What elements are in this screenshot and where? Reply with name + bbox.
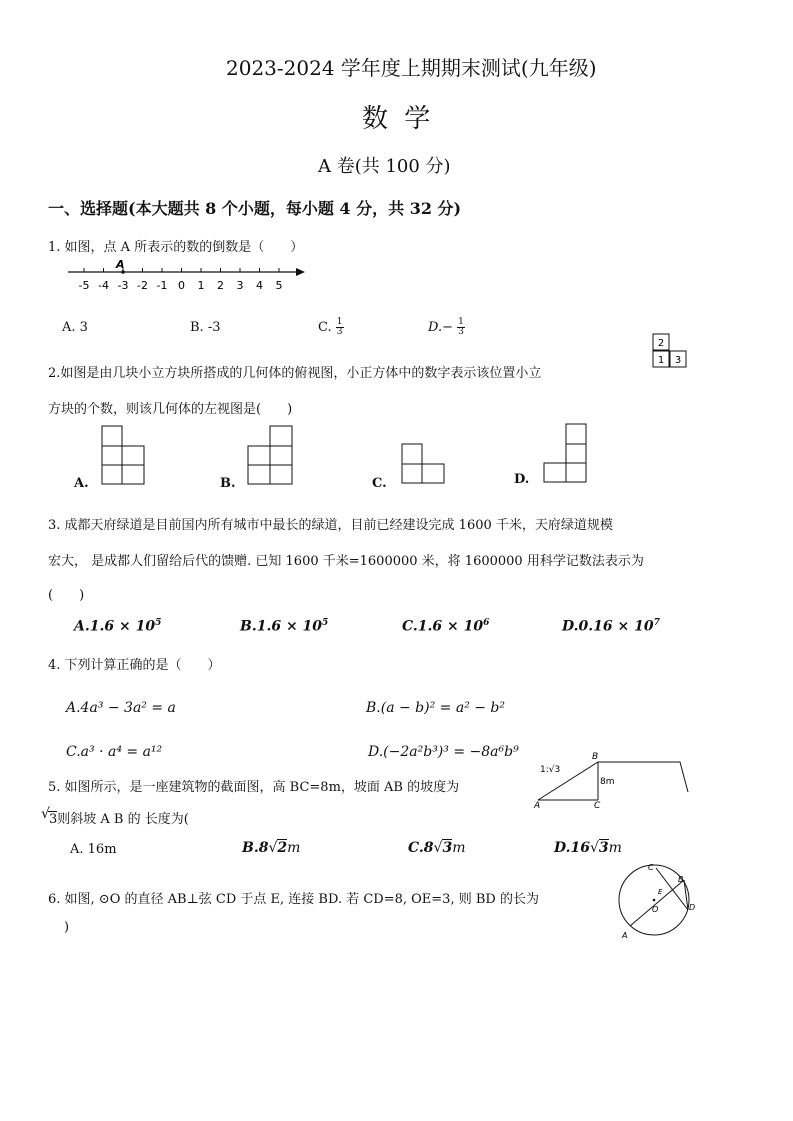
option-text: B.1.6 × 10 [240, 618, 323, 635]
q1-option-c-prefix: C. [318, 320, 332, 335]
option-exponent: 5 [322, 618, 329, 628]
arrow-right-icon [296, 268, 305, 276]
view-cell [248, 465, 270, 484]
view-cell [270, 465, 292, 484]
view-cell [102, 446, 122, 465]
top-view-number: 2 [657, 338, 665, 349]
circle-figure [612, 858, 702, 940]
option-unit: m [452, 840, 466, 856]
top-view-number: 3 [674, 355, 682, 366]
q1-option-c[interactable] [318, 318, 344, 337]
q5-stem-line1: 5. 如图所示，是一座建筑物的截面图，高 BC=8m，坡面 AB 的坡度为 [48, 780, 460, 795]
view-cell [102, 465, 122, 484]
point-b-label: B [592, 752, 599, 762]
q2-option-d-label[interactable]: D. [514, 472, 530, 487]
q1-option-d[interactable] [428, 318, 465, 337]
number-line-tick-label: 0 [178, 279, 185, 292]
q5-option-b[interactable] [242, 840, 300, 856]
point-a-label: A [534, 801, 541, 808]
q2-option-c-figure[interactable] [400, 442, 448, 486]
view-cell [270, 446, 292, 465]
q1-option-a[interactable]: A. 3 [62, 320, 88, 335]
number-line-tick-label: -5 [78, 279, 90, 292]
point-c-label: C [648, 863, 654, 872]
q2-option-b-label[interactable]: B. [220, 476, 236, 491]
point-e-label: E [658, 888, 663, 896]
q5-stem-line2 [48, 808, 189, 827]
option-text: C.8 [408, 840, 434, 856]
q2-option-d-figure[interactable] [542, 422, 592, 484]
view-cell [270, 426, 292, 446]
q3-option-c[interactable] [402, 618, 489, 635]
q4-option-c[interactable]: C.a³ · a⁴ = a¹² [66, 744, 163, 760]
sqrt-radicand: 3 [49, 812, 58, 827]
q4-stem: 4. 下列计算正确的是（ ） [48, 658, 221, 673]
q2-stem-line1: 2.如图是由几块小立方块所搭成的几何体的俯视图，小正方体中的数字表示该位置小立 [48, 366, 542, 381]
q1-option-d-prefix: D.− [428, 320, 453, 335]
q1-stem: 1. 如图，点 A 所表示的数的倒数是（ ） [48, 240, 304, 255]
view-cell [248, 446, 270, 465]
point-b-label: B [678, 875, 684, 884]
q3-stem-line3: ( ) [48, 588, 85, 603]
q2-stem-line2: 方块的个数，则该几何体的左视图是( ) [48, 402, 293, 417]
view-cell [422, 464, 444, 483]
number-line-tick-label: -1 [156, 279, 168, 292]
top-view-number: 1 [657, 355, 665, 366]
point-o-label: O [652, 905, 659, 914]
option-text: A.1.6 × 10 [74, 618, 156, 635]
number-line-tick-label: 2 [217, 279, 224, 292]
view-cell [566, 424, 586, 444]
sqrt-icon: √ [590, 840, 599, 856]
subject-title: 数 学 [362, 104, 435, 134]
q3-option-d[interactable] [562, 618, 660, 635]
point-d-label: D [689, 903, 696, 912]
fraction-denominator: 3 [458, 327, 464, 337]
q3-option-a[interactable] [74, 618, 161, 635]
q3-stem-line2: 宏大， 是成都人们留给后代的馈赠. 已知 1600 千米=1600000 米，将 1600000 用科学记数法表示为 [48, 554, 644, 569]
q5-stem-line2-rest: 则斜坡 A B 的 长度为( [57, 812, 189, 827]
slope-figure [532, 750, 692, 808]
number-line-tick-label: -2 [137, 279, 148, 292]
view-cell [122, 465, 144, 484]
fraction-one-third [336, 318, 344, 337]
section-heading: 一、选择题(本大题共 8 个小题，每小题 4 分，共 32 分) [48, 199, 462, 218]
option-text: D.16 [554, 840, 590, 856]
sqrt-radicand: 2 [277, 840, 288, 856]
fraction-one-third [457, 318, 465, 337]
q6-stem-line2: ) [64, 920, 70, 935]
option-exponent: 6 [483, 618, 490, 628]
volume-title: A 卷(共 100 分) [318, 156, 451, 177]
q2-option-b-figure[interactable] [246, 424, 296, 486]
sqrt-icon: √ [41, 806, 50, 822]
view-cell [544, 463, 566, 482]
q4-option-a[interactable]: A.4a³ − 3a² = a [66, 700, 176, 716]
q6-stem-line1: 6. 如图, ⊙O 的直径 AB⊥弦 CD 于点 E, 连接 BD. 若 CD=8, OE=3, 则 BD 的长为 [48, 892, 539, 907]
view-cell [566, 463, 586, 482]
number-line-tick-label: 4 [256, 279, 263, 292]
q2-option-c-label[interactable]: C. [372, 476, 387, 491]
view-cell [566, 444, 586, 463]
exam-title: 2023-2024 学年度上期期末测试(九年级) [226, 56, 597, 80]
option-exponent: 7 [653, 618, 660, 628]
fraction-denominator: 3 [336, 327, 343, 337]
option-text: C.1.6 × 10 [402, 618, 484, 635]
sqrt-radicand: 3 [442, 840, 453, 856]
view-cell [402, 464, 422, 483]
number-line-tick-label: 5 [275, 279, 283, 292]
q1-option-b[interactable]: B. -3 [190, 320, 221, 335]
q5-option-a[interactable]: A. 16m [70, 842, 117, 857]
center-o-dot [653, 899, 656, 902]
sqrt-icon: √ [268, 840, 278, 856]
view-cell [402, 444, 422, 464]
option-exponent: 5 [155, 618, 162, 628]
q5-option-d[interactable] [554, 840, 622, 856]
point-c-label: C [594, 801, 601, 808]
top-view-figure [650, 332, 695, 372]
point-a-label: A [116, 258, 125, 271]
sqrt-radicand: 3 [598, 840, 609, 856]
q4-option-d[interactable]: D.(−2a²b³)³ = −8a⁶b⁹ [368, 744, 519, 760]
number-line-tick-label: -3 [117, 279, 129, 292]
option-unit: m [608, 840, 622, 856]
number-line-tick-label: -4 [98, 279, 109, 292]
q3-option-b[interactable] [240, 618, 328, 635]
number-line-figure [64, 256, 309, 296]
option-text: D.0.16 × 10 [562, 618, 654, 635]
q4-option-b[interactable]: B.(a − b)² = a² − b² [366, 700, 506, 716]
height-label: 8m [600, 777, 615, 787]
option-text: B.8 [242, 840, 269, 856]
view-cell [102, 426, 122, 446]
q5-option-c[interactable] [408, 840, 465, 856]
option-unit: m [287, 840, 301, 856]
number-line-tick-label: 1 [197, 279, 205, 292]
view-cell [122, 446, 144, 465]
diameter-ab [630, 880, 684, 926]
slope-label: 1:√3 [540, 765, 561, 775]
q3-stem-line1: 3. 成都天府绿道是目前国内所有城市中最长的绿道，目前已经建设完成 1600 千米，天府绿道规模 [48, 518, 613, 533]
q2-option-a-figure[interactable] [100, 424, 148, 486]
fraction-numerator: 1 [336, 317, 343, 327]
sqrt-icon: √ [433, 840, 443, 856]
q2-option-a-label[interactable]: A. [74, 476, 89, 491]
fraction-numerator: 1 [458, 317, 464, 327]
point-a-label: A [622, 931, 628, 940]
number-line-tick-label: 3 [236, 279, 244, 292]
